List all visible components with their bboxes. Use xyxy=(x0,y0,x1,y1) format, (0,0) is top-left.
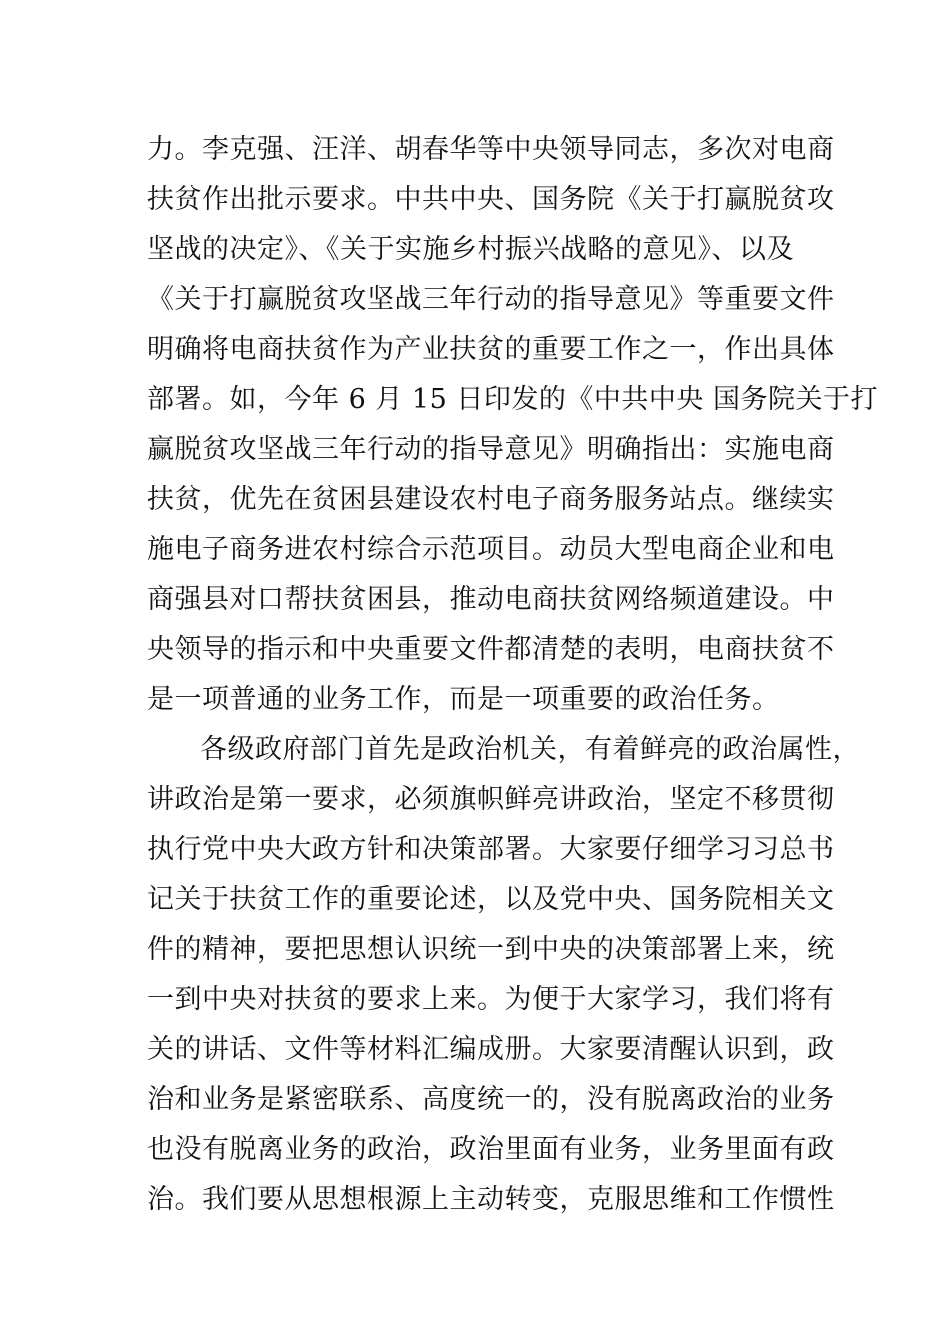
text-line: 关的讲话、文件等材料汇编成册。大家要清醒认识到，政 xyxy=(147,1034,835,1065)
text-line: 扶贫作出批示要求。中共中央、国务院《关于打赢脱贫攻 xyxy=(147,184,835,215)
text-line: 扶贫，优先在贫困县建设农村电子商务服务站点。继续实 xyxy=(147,484,835,515)
text-line: 商强县对口帮扶贫困县，推动电商扶贫网络频道建设。中 xyxy=(147,584,835,615)
paragraph-first-line: 各级政府部门首先是政治机关，有着鲜亮的政治属性， xyxy=(200,734,860,765)
text-line: 赢脱贫攻坚战三年行动的指导意见》明确指出：实施电商 xyxy=(147,434,835,465)
text-line: 《关于打赢脱贫攻坚战三年行动的指导意见》等重要文件 xyxy=(147,284,835,315)
text-line: 治。我们要从思想根源上主动转变，克服思维和工作惯性 xyxy=(147,1184,835,1215)
text-line: 部署。如，今年 6 月 15 日印发的《中共中央 国务院关于打 xyxy=(147,384,878,415)
text-line: 执行党中央大政方针和决策部署。大家要仔细学习习总书 xyxy=(147,834,835,865)
text-line: 力。李克强、汪洋、胡春华等中央领导同志，多次对电商 xyxy=(147,134,835,165)
text-line: 坚战的决定》、《关于实施乡村振兴战略的意见》、以及 xyxy=(147,234,794,265)
text-line: 记关于扶贫工作的重要论述，以及党中央、国务院相关文 xyxy=(147,884,835,915)
text-line: 是一项普通的业务工作，而是一项重要的政治任务。 xyxy=(147,684,780,715)
text-line: 件的精神，要把思想认识统一到中央的决策部署上来，统 xyxy=(147,934,835,965)
text-line: 施电子商务进农村综合示范项目。动员大型电商企业和电 xyxy=(147,534,835,565)
text-line: 讲政治是第一要求，必须旗帜鲜亮讲政治，坚定不移贯彻 xyxy=(147,784,835,815)
text-line: 央领导的指示和中央重要文件都清楚的表明，电商扶贫不 xyxy=(147,634,835,665)
text-line: 治和业务是紧密联系、高度统一的，没有脱离政治的业务 xyxy=(147,1084,835,1115)
text-line: 明确将电商扶贫作为产业扶贫的重要工作之一，作出具体 xyxy=(147,334,835,365)
text-line: 一到中央对扶贫的要求上来。为便于大家学习，我们将有 xyxy=(147,984,835,1015)
text-line: 也没有脱离业务的政治，政治里面有业务，业务里面有政 xyxy=(147,1134,835,1165)
